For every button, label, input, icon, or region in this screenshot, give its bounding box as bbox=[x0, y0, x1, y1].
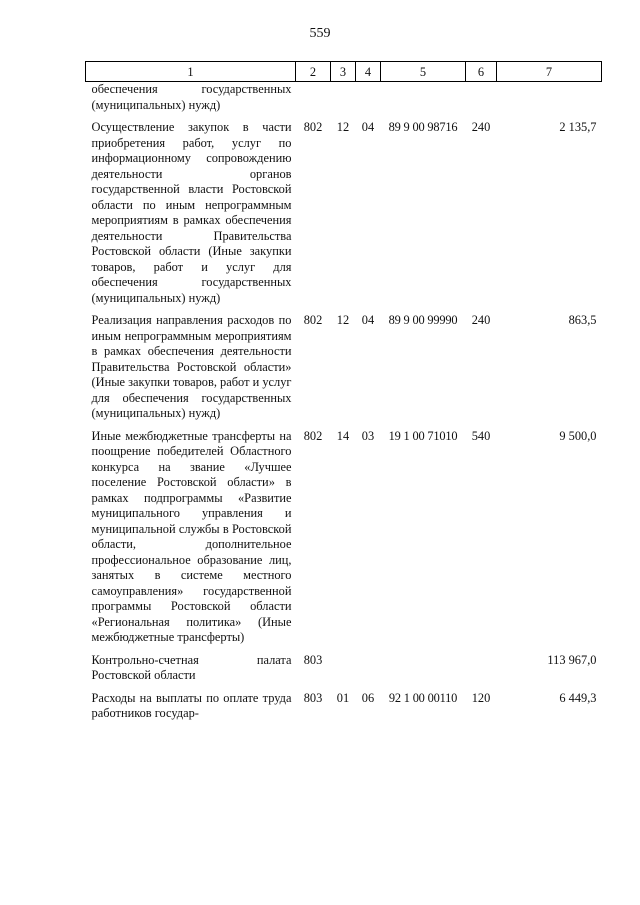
header-col-2: 2 bbox=[296, 62, 331, 82]
row-description: Реализация направления расходов по иным непрограммным мероприятиям в рамках обеспечения деятельности Правительства Ростовской области» (Иные закупки товаров, работ и услуг для обеспечения государственных (муниципальных) нужд) bbox=[91, 313, 292, 420]
row-subsection bbox=[356, 653, 381, 691]
table-row bbox=[86, 82, 602, 121]
row-amount: 2 135,7 bbox=[559, 120, 597, 134]
row-target-item: 89 9 00 98716 bbox=[388, 120, 458, 134]
page-number: 559 bbox=[309, 26, 331, 41]
row-target-item bbox=[381, 653, 466, 691]
row-description: Иные межбюджетные трансферты на поощрение победителей Областного конкурса на звание «Лучшее поселение Ростовской области» в рамках подпрограммы «Развитие муниципального управления и муниципальной службы в Ростовской области, дополнительное профессиональное образование лиц, занятых в системе местного самоуправления» государственной программы Ростовской области «Региональная политика» (Иные межбюджетные трансферты) bbox=[91, 428, 292, 644]
table-header bbox=[86, 62, 602, 82]
row-target-item bbox=[381, 82, 466, 121]
row-target-item: 89 9 00 99990 bbox=[388, 313, 458, 327]
header-col-6: 6 bbox=[466, 62, 497, 82]
row-section: 12 bbox=[336, 313, 350, 327]
row-expense-type: 240 bbox=[471, 313, 491, 327]
row-description: Осуществление закупок в части приобретения работ, услуг по информационному сопровождению деятельности органов государственной власти Ростовской области по иным непрограммным мероприятиям в рамках обеспечения деятельности Правительства Ростовской области (Иные закупки товаров, работ и услуг для обеспечения государственных (муниципальных) нужд) bbox=[91, 120, 292, 305]
table-row bbox=[86, 429, 602, 653]
table-row bbox=[86, 691, 602, 722]
table-row bbox=[86, 653, 602, 691]
row-expense-type: 540 bbox=[471, 428, 491, 443]
row-description: обеспечения государственных (муниципальных) нужд) bbox=[91, 82, 292, 112]
header-col-1: 1 bbox=[86, 62, 296, 82]
table-row bbox=[86, 313, 602, 429]
row-gov-code: 803 bbox=[303, 652, 323, 667]
row-amount: 6 449,3 bbox=[559, 690, 597, 705]
row-section bbox=[331, 82, 356, 121]
row-subsection: 04 bbox=[361, 313, 375, 327]
row-gov-code: 802 bbox=[303, 120, 323, 134]
budget-table bbox=[85, 61, 602, 722]
row-subsection: 04 bbox=[361, 120, 375, 134]
row-gov-code: 802 bbox=[303, 428, 323, 443]
header-col-7: 7 bbox=[497, 62, 602, 82]
row-section: 01 bbox=[336, 690, 350, 705]
row-expense-type: 240 bbox=[471, 120, 491, 134]
row-expense-type bbox=[466, 82, 497, 121]
header-col-5: 5 bbox=[381, 62, 466, 82]
row-expense-type bbox=[466, 653, 497, 691]
row-expense-type: 120 bbox=[471, 690, 491, 705]
row-subsection: 06 bbox=[361, 690, 375, 705]
row-subsection bbox=[356, 82, 381, 121]
row-section: 12 bbox=[336, 120, 350, 134]
row-subsection: 03 bbox=[361, 428, 375, 443]
row-description: Расходы на выплаты по оплате труда работников государ- bbox=[91, 690, 292, 720]
row-section: 14 bbox=[336, 428, 350, 443]
row-description: Контрольно-счетная палата Ростовской области bbox=[91, 652, 292, 682]
row-amount: 863,5 bbox=[568, 313, 597, 327]
row-gov-code: 802 bbox=[303, 313, 323, 327]
row-target-item: 19 1 00 71010 bbox=[388, 428, 458, 443]
row-gov-code bbox=[296, 82, 331, 121]
table-row bbox=[86, 120, 602, 313]
row-amount: 113 967,0 bbox=[547, 652, 597, 667]
header-col-3: 3 bbox=[331, 62, 356, 82]
row-amount bbox=[497, 82, 602, 121]
row-section bbox=[331, 653, 356, 691]
row-amount: 9 500,0 bbox=[559, 428, 597, 443]
header-col-4: 4 bbox=[356, 62, 381, 82]
row-target-item: 92 1 00 00110 bbox=[388, 690, 458, 705]
row-gov-code: 803 bbox=[303, 690, 323, 705]
